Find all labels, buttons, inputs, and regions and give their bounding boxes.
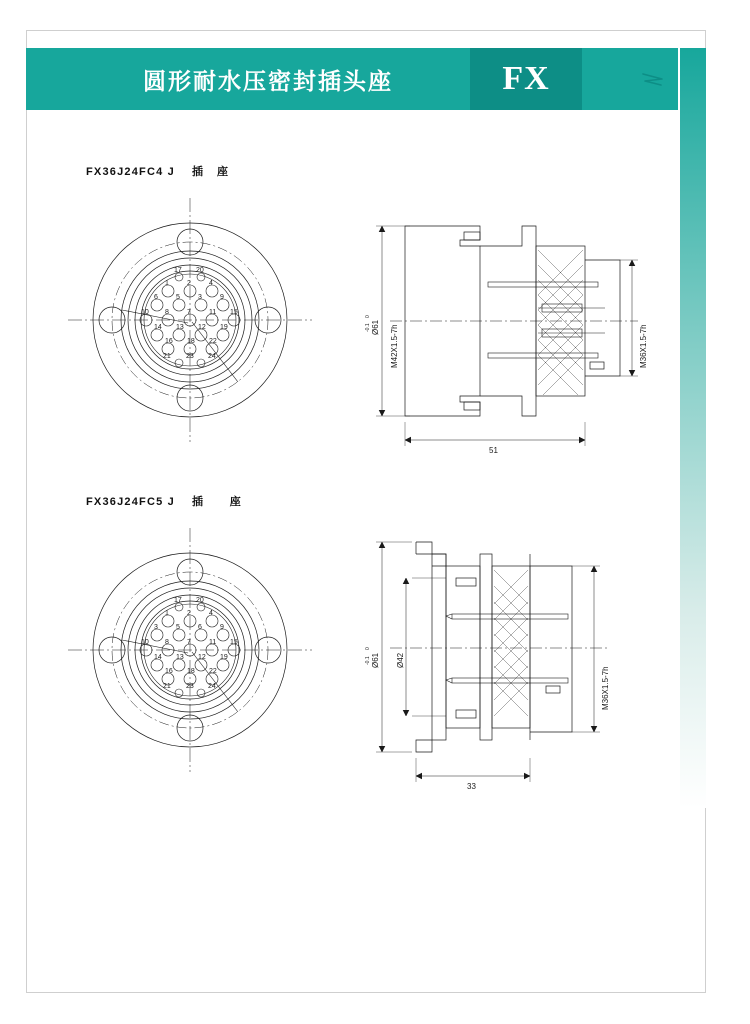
figure-2-section-view [376,542,608,782]
svg-text:3: 3 [198,294,202,301]
svg-text:24: 24 [208,683,216,690]
figure-2-front-view [68,528,312,772]
svg-text:19: 19 [220,324,228,331]
svg-text:18: 18 [187,668,195,675]
svg-text:17: 17 [174,597,182,604]
svg-text:9: 9 [220,294,224,301]
svg-text:4: 4 [209,610,213,617]
dim-d61: Ø61 [371,319,380,335]
svg-text:15: 15 [230,639,238,646]
figure-2-contact-numbers [141,597,238,690]
dim-d61-tol-upper: 0 [365,315,371,318]
header-right-area [582,48,678,110]
svg-text:8: 8 [165,309,169,316]
svg-text:1: 1 [165,280,169,287]
page-header [26,48,678,110]
svg-text:10: 10 [141,309,149,316]
svg-text:3: 3 [154,624,158,631]
svg-text:24: 24 [208,353,216,360]
figure-1-leaders [122,310,238,382]
side-accent-bar [680,48,706,808]
dim-m42: M42X1.5-7h [390,324,399,368]
dim2-d61-tol-upper: 0 [365,647,371,650]
svg-text:23: 23 [186,683,194,690]
dim-51: 51 [489,446,498,455]
svg-text:10: 10 [141,639,149,646]
dim2-d61-tol-lower: -0.1 [365,656,371,665]
check-arrow-icon [642,72,664,86]
dim2-33: 33 [467,782,476,791]
brand-logo-box [470,48,582,110]
svg-text:5: 5 [176,294,180,301]
figure-2-label: FX36J24FC5 J 插 座 [86,496,242,508]
dim-m36: M36X1.5-7h [639,324,648,368]
svg-text:1: 1 [165,610,169,617]
svg-text:21: 21 [163,683,171,690]
svg-text:18: 18 [187,338,195,345]
svg-text:9: 9 [220,624,224,631]
svg-text:5: 5 [176,624,180,631]
dim2-d61: Ø61 [371,652,380,668]
figure-1-contact-numbers [141,267,238,360]
figure-2-leaders [122,640,238,712]
svg-text:23: 23 [186,353,194,360]
figure-1-dimension-text [365,315,648,455]
figure-1-drawing [60,190,680,470]
svg-text:6: 6 [198,624,202,631]
svg-text:2: 2 [187,610,191,617]
brand-logo-text: FX [502,60,550,97]
dim-d61-tol-lower: -0.1 [365,323,371,332]
svg-text:7: 7 [187,639,191,646]
svg-text:13: 13 [176,654,184,661]
figure-1-section-view [376,226,638,446]
svg-text:2: 2 [187,280,191,287]
page-title: 圆形耐水压密封插头座 [143,67,393,94]
svg-text:20: 20 [196,267,204,274]
svg-text:20: 20 [196,597,204,604]
svg-text:15: 15 [230,309,238,316]
svg-text:22: 22 [209,338,217,345]
svg-text:7: 7 [187,309,191,316]
svg-text:13: 13 [176,324,184,331]
svg-text:14: 14 [154,654,162,661]
svg-text:12: 12 [198,324,206,331]
figure-1-front-view [68,198,312,442]
svg-text:16: 16 [165,338,173,345]
svg-text:19: 19 [220,654,228,661]
svg-text:11: 11 [209,639,217,646]
svg-text:14: 14 [154,324,162,331]
dim2-m36: M36X1.5-7h [601,666,610,710]
svg-text:6: 6 [154,294,158,301]
svg-text:17: 17 [174,267,182,274]
page-footer [0,1000,750,1024]
figure-2-dimension-text [365,647,610,791]
figure-2-drawing [60,520,680,800]
svg-text:8: 8 [165,639,169,646]
svg-text:11: 11 [209,309,217,316]
dim2-d42: Ø42 [396,652,405,668]
svg-text:22: 22 [209,668,217,675]
svg-text:16: 16 [165,668,173,675]
svg-text:21: 21 [163,353,171,360]
svg-text:4: 4 [209,280,213,287]
figure-1-label: FX36J24FC4 J 插 座 [86,166,230,178]
svg-text:12: 12 [198,654,206,661]
